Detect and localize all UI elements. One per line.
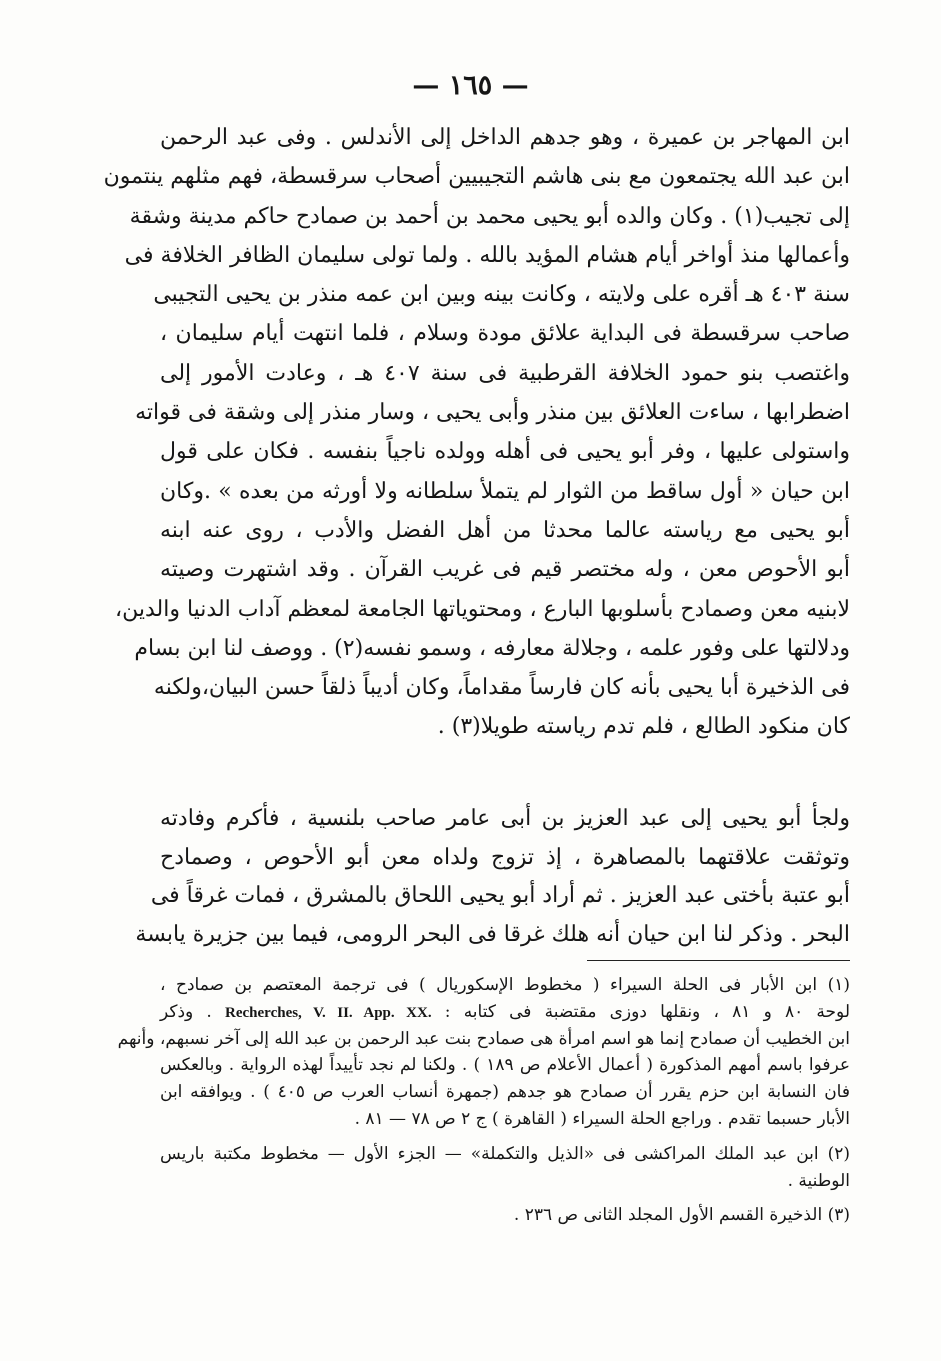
text-line: ولجأ أبو يحيى إلى عبد العزيز بن أبى عامر صاحب بلنسية ، فأكرم وفادته (160, 806, 850, 831)
text-line: أبو يحيى مع رياسته عالما محدثا من أهل الفضل والأدب ، روى عنه ابنه (160, 517, 850, 543)
text-line: إلى تجيب(١) . وكان والده أبو يحيى محمد بن أحمد بن صمادح حاكم مدينة وشقة (129, 203, 850, 229)
footnote-separator (587, 960, 850, 961)
footnote-line: (٣) الذخيرة القسم الأول المجلد الثانى ص ٢٣٦ . (513, 1205, 850, 1226)
text-line: وتوثقت علاقتهما بالمصاهرة ، إذ تزوج ولداه معن أبو الأحوص ، وصمادح (160, 844, 850, 870)
text-line: اضطرابها ، ساءت العلائق بين منذر وأبى يحيى ، وسار منذر إلى وشقة فى قواته (135, 400, 850, 426)
main-paragraph-2 (135, 800, 850, 954)
footnote-gap (160, 1194, 850, 1202)
footnote-line: ابن الخطيب أن صمادح إنما هو اسم امرأة هى صمادح بنت عبد الرحمن بن عبد الله إلى آخر نسبهم، وأنهم (117, 1028, 850, 1049)
footnote-gap (160, 1133, 850, 1141)
footnote-line: (١) ابن الأبار فى الحلة السيراء ( مخطوط الإسكوريال ) فى ترجمة المعتصم بن صمادح ، (160, 975, 850, 995)
footnote-1 (117, 972, 851, 1133)
text-line: واغتصب بنو حمود الخلافة القرطبية فى سنة ٤٠٧ هـ ، وعادت الأمور إلى (160, 360, 850, 386)
footnote-2 (160, 1141, 850, 1195)
main-paragraph-1 (103, 118, 850, 747)
footnote-line: عرفوا باسم أمهم المذكورة ( أعمال الأعلام ص ١٨٩ ) . ولكنا لم نجد تأييداً لهذه الرواية . وبالعكس (160, 1055, 850, 1076)
footnote-3 (160, 1202, 850, 1229)
text-line: سنة ٤٠٣ هـ أقره على ولايته ، وكانت بينه وبين ابن عمه منذر بن يحيى التجيبى (153, 282, 850, 308)
text-line: وأعمالها منذ أواخر أيام هشام المؤيد بالله . ولما تولى سليمان الظافر الخلافة فى (124, 242, 850, 268)
footnote-line: فان النسابة ابن حزم يقرر أن صمادح هو جدهم (جمهرة أنساب العرب ص ٤٠٥ ) . ويوافقه ابن (160, 1082, 850, 1103)
footnote-text: . وذكر (160, 1001, 212, 1022)
footnotes (117, 972, 851, 1229)
footnote-line (160, 999, 850, 1026)
footnote-line: الوطنية . (787, 1170, 850, 1191)
text-line: فى الذخيرة أبا يحيى بأنه كان فارساً مقداماً، وكان أديباً ذلقاً حسن البيان،ولكنه (153, 675, 850, 701)
text-line: ابن المهاجر بن عميرة ، وهو جدهم الداخل إلى الأندلس . وفى عبد الرحمن (160, 125, 850, 150)
text-line: واستولى عليها ، وفر أبو يحيى فى أهله وولده ناجياً بنفسه . فكان على قول (160, 439, 850, 465)
footnote-text: لوحة ٨٠ و ٨١ ، ونقلها دوزى مقتضبة فى كتابه : (444, 1001, 851, 1022)
text-line: صاحب سرقسطة فى البداية علائق مودة وسلام ، فلما انتهت أيام سليمان ، (160, 321, 850, 347)
text-line: لابنيه معن وصمادح بأسلوبها البارع ، ومحتوياتها الجامعة لمعظم آداب الدنيا والدين، (115, 596, 850, 622)
text-line: البحر . وذكر لنا ابن حيان أنه هلك غرقا فى البحر الرومى، فيما بين جزيرة يابسة (135, 921, 850, 947)
text-line: أبو الأحوص معن ، وله مختصر قيم فى غريب القرآن . وقد اشتهرت وصيته (160, 557, 850, 583)
page-number: — ١٦٥ — (412, 70, 529, 101)
footnote-line: (٢) ابن عبد الملك المراكشى فى «الذيل والتكملة» — الجزء الأول — مخطوط مكتبة باريس (160, 1143, 850, 1164)
footnote-latin-citation: Recherches, V. II. App. XX. (225, 1004, 432, 1021)
text-line: أبو عتبة بأختى عبد العزيز . ثم أراد أبو يحيى اللحاق بالمشرق ، فمات غرقاً فى (150, 883, 850, 908)
text-line: ابن حيان « أول ساقط من الثوار لم يتملأ سلطانه ولا أورثه من بعده » .وكان (160, 478, 850, 504)
footnote-line: الأبار حسبما تقدم . وراجع الحلة السيراء ( القاهرة ) ج ٢ ص ٧٨ — ٨١ . (354, 1108, 850, 1129)
text-line: ودلالتها على وفور علمه ، وجلالة معارفه ، وسمو نفسه(٢) . ووصف لنا ابن بسام (134, 635, 850, 661)
text-line: كان منكود الطالع ، فلم تدم رياسته طويلا(٣) . (437, 714, 850, 740)
text-line: ابن عبد الله يجتمعون مع بنى هاشم التجيبيين أصحاب سرقسطة، فهم مثلهم ينتمون (103, 164, 850, 190)
